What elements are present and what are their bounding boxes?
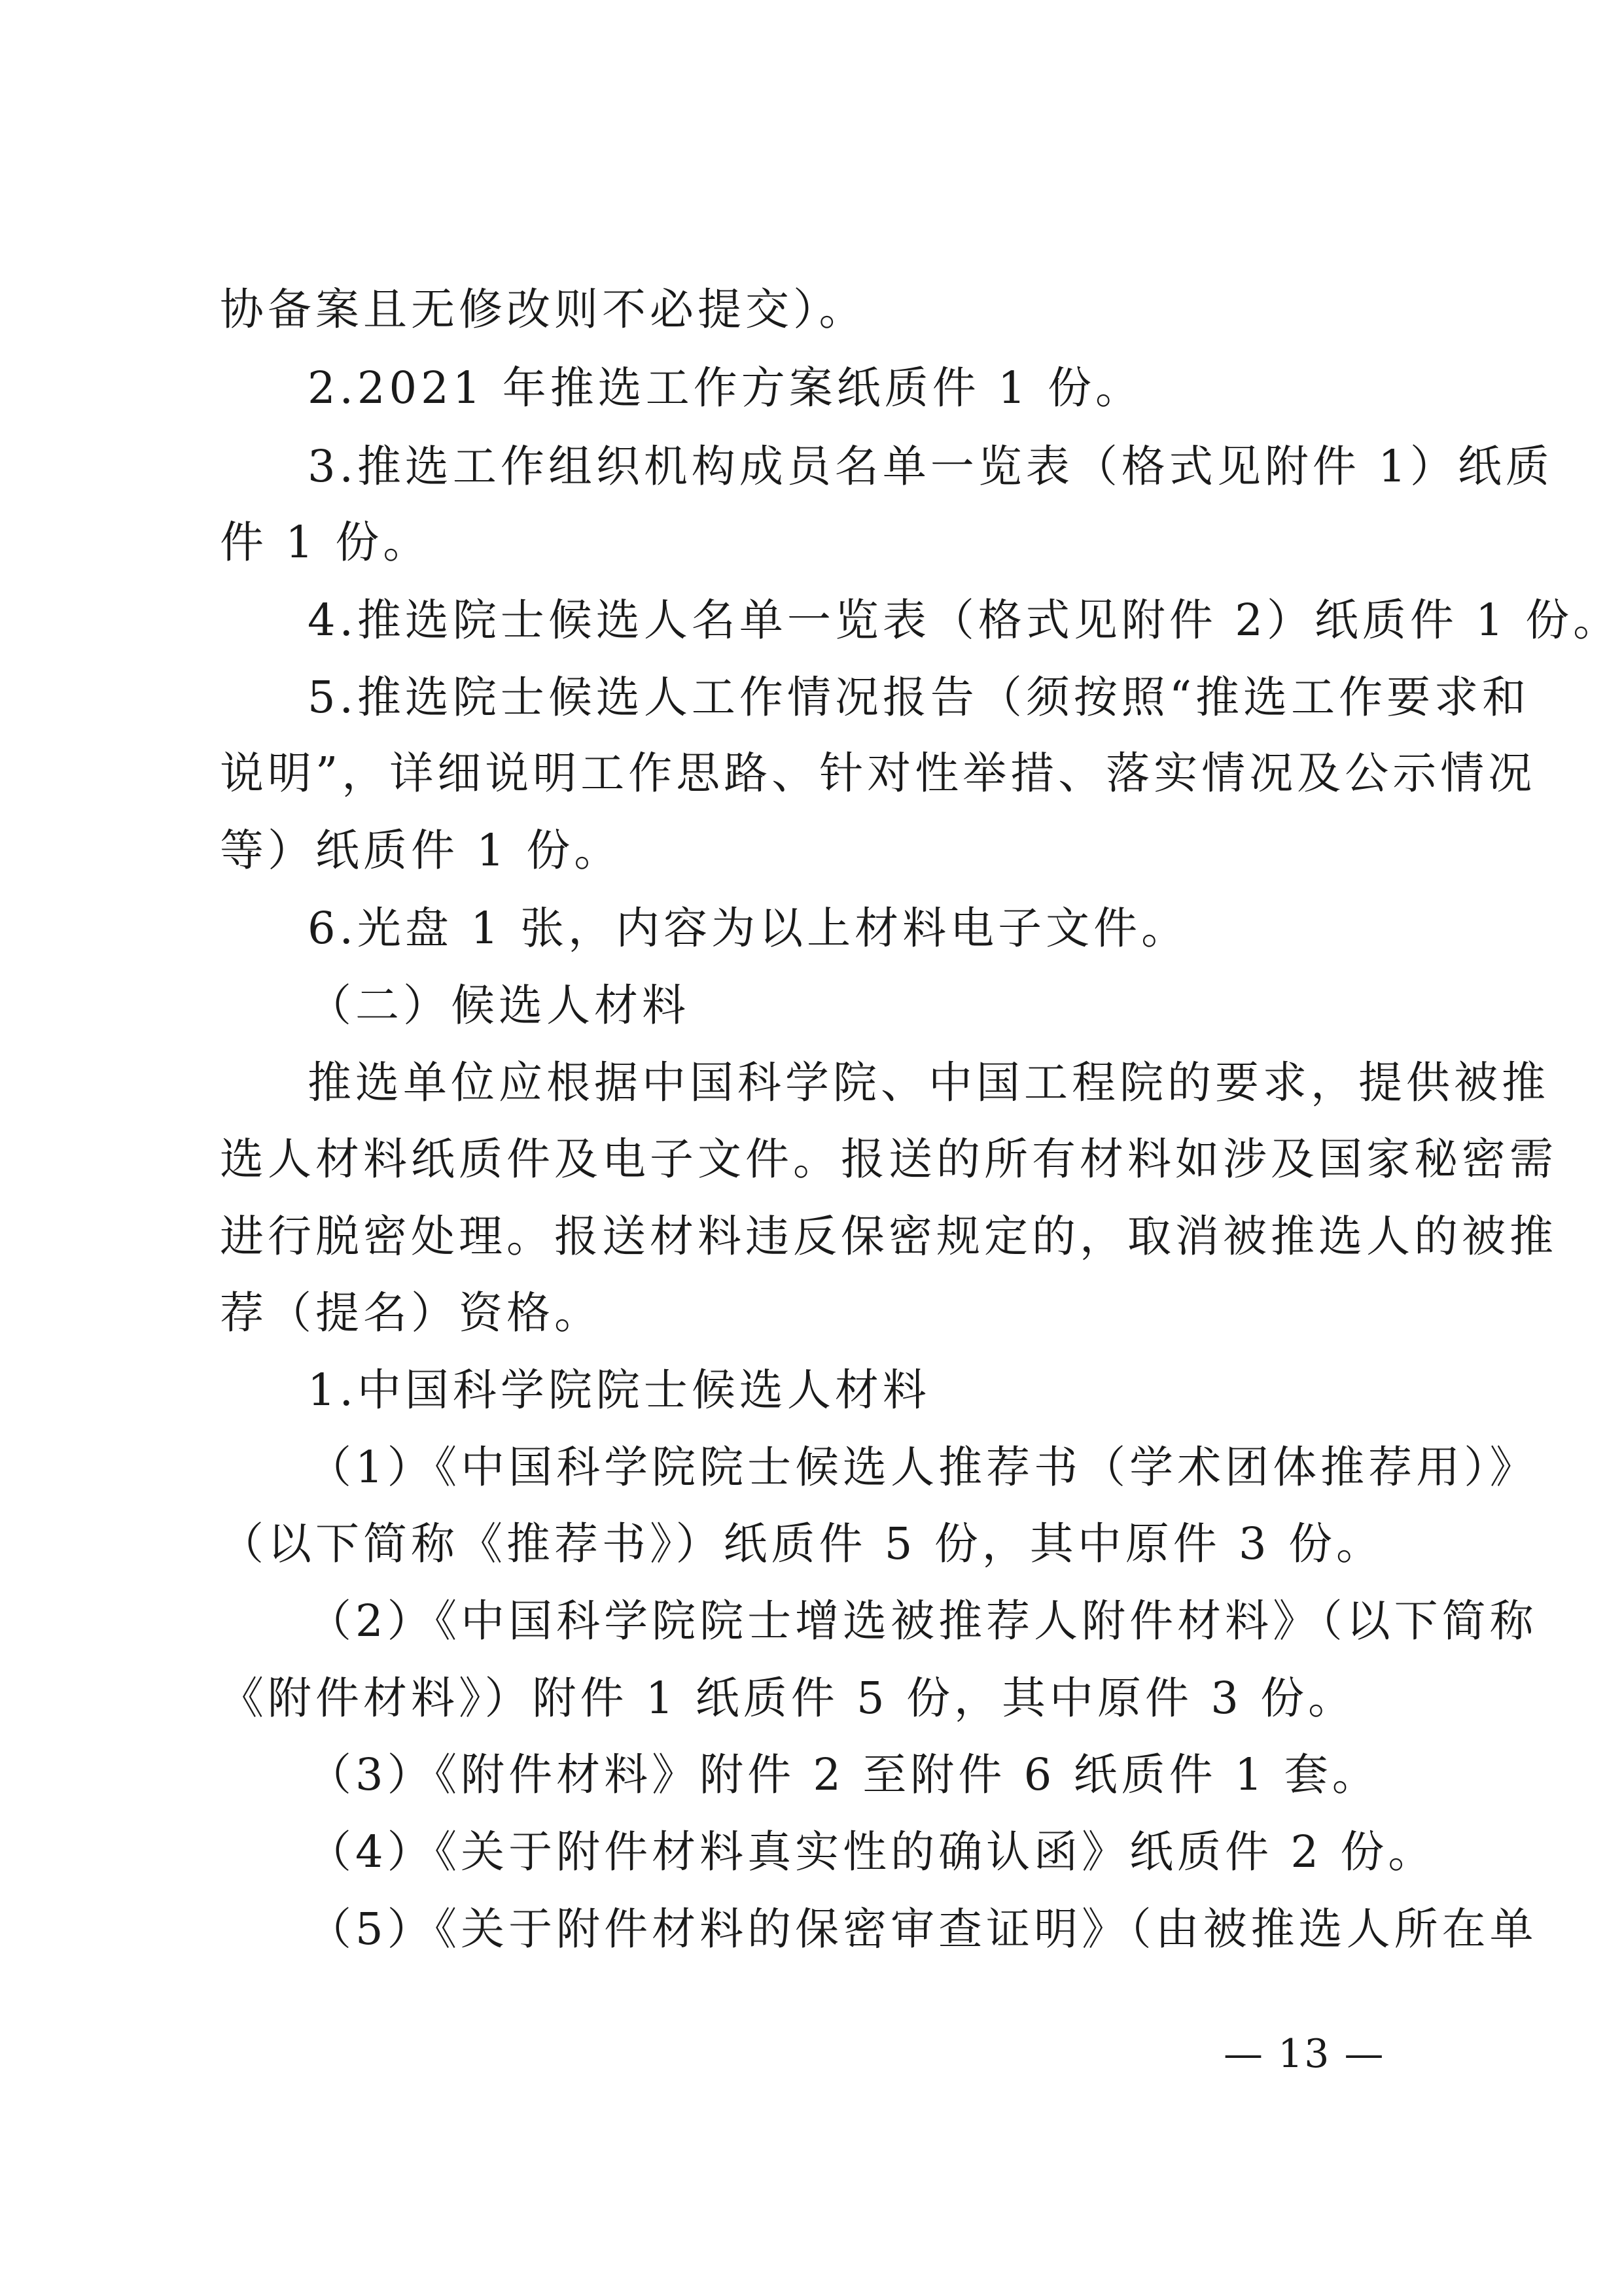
text-line-17: （以下简称《推荐书》）纸质件 5 份，其中原件 3 份。	[220, 1518, 1384, 1569]
text-line-4: 件 1 份。	[220, 517, 431, 568]
text-line-11: 推选单位应根据中国科学院、中国工程院的要求，提供被推	[308, 1057, 1549, 1108]
text-line-6: 5.推选院士候选人工作情况报告（须按照“推选工作要求和	[308, 672, 1530, 723]
subheading-cas-materials: 1.中国科学院院士候选人材料	[308, 1365, 930, 1416]
text-line-18: （2）《中国科学院院士增选被推荐人附件材料》（以下简称	[308, 1595, 1538, 1646]
text-line-22: （5）《关于附件材料的保密审查证明》（由被推选人所在单	[308, 1904, 1538, 1955]
text-line-13: 进行脱密处理。报送材料违反保密规定的，取消被推选人的被推	[220, 1211, 1557, 1262]
text-line-14: 荐（提名）资格。	[220, 1287, 602, 1338]
text-line-1: 协备案且无修改则不必提交）。	[220, 284, 867, 335]
text-line-2: 2.2021 年推选工作方案纸质件 1 份。	[308, 362, 1143, 413]
text-line-12: 选人材料纸质件及电子文件。报送的所有材料如涉及国家秘密需	[220, 1134, 1557, 1185]
section-heading-candidate-materials: （二）候选人材料	[308, 980, 690, 1031]
text-line-16: （1）《中国科学院院士候选人推荐书（学术团体推荐用）》	[308, 1442, 1538, 1493]
text-line-19: 《附件材料》）附件 1 纸质件 5 份，其中原件 3 份。	[220, 1673, 1356, 1724]
text-line-7: 说明”，详细说明工作思路、针对性举措、落实情况及公示情况	[220, 748, 1536, 799]
text-line-9: 6.光盘 1 张，内容为以上材料电子文件。	[308, 903, 1190, 954]
text-line-21: （4）《关于附件材料真实性的确认函》纸质件 2 份。	[308, 1826, 1436, 1877]
text-line-8: 等）纸质件 1 份。	[220, 825, 622, 876]
text-line-20: （3）《附件材料》附件 2 至附件 6 纸质件 1 套。	[308, 1749, 1380, 1800]
text-line-5: 4.推选院士候选人名单一览表（格式见附件 2）纸质件 1 份。	[308, 595, 1621, 646]
page-number: — 13 —	[1224, 2031, 1385, 2077]
text-line-3: 3.推选工作组织机构成员名单一览表（格式见附件 1）纸质	[308, 441, 1553, 492]
